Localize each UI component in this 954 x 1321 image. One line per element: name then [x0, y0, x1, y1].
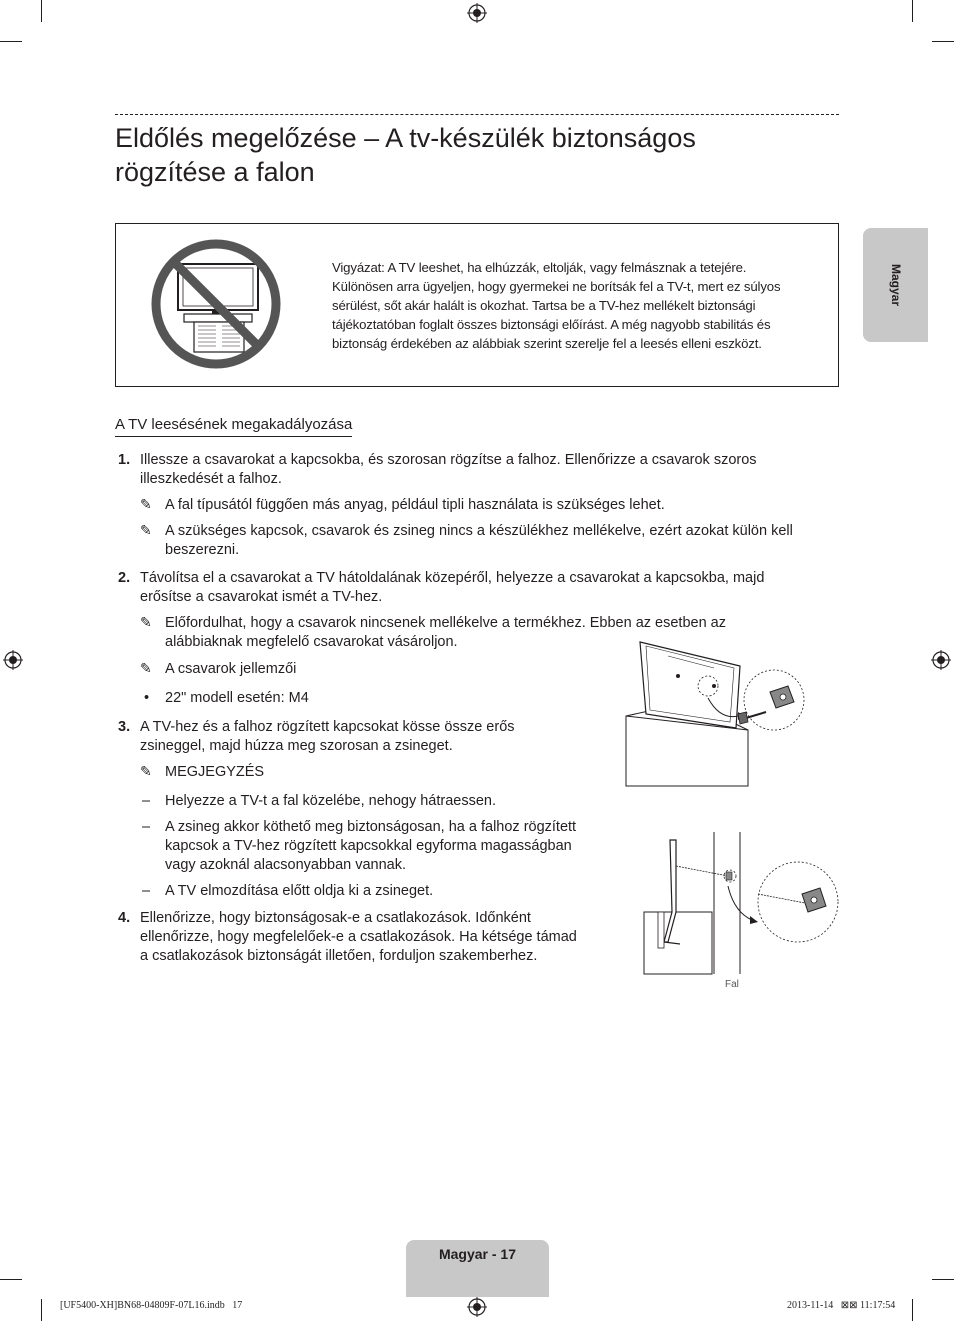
- note-icon: ✎: [140, 660, 152, 676]
- warning-line: biztonság érdekében az alábbiak szerint szerelje fel a leesés elleni eszközt.: [332, 336, 762, 351]
- step-text: [140, 718, 600, 756]
- page-title-line: Eldőlés megelőzése – A tv-készülék biztonságos: [115, 123, 696, 153]
- crop-mark: [912, 0, 913, 22]
- language-side-tab-label: Magyar: [888, 263, 903, 307]
- note-text: A fal típusától függően más anyag, például tipli használata is szükséges lehet.: [165, 497, 665, 513]
- note-label: MEGJEGYZÉS: [165, 764, 265, 780]
- step-number: 3.: [118, 719, 131, 735]
- crop-mark: [0, 1279, 22, 1280]
- note-text: A csavarok jellemzői: [165, 661, 297, 677]
- page-number-tab: [406, 1240, 549, 1297]
- note-text-line: beszerezni.: [165, 542, 240, 558]
- language-side-tab: [863, 228, 928, 342]
- step-text-line: zsineggel, majd húzza meg szorosan a zsineget.: [140, 738, 453, 754]
- note-text: [165, 522, 845, 560]
- step-number: 1.: [118, 452, 131, 468]
- page-number-label: Magyar - 17: [438, 1246, 517, 1262]
- dash-icon: –: [142, 819, 151, 835]
- title-rule: [115, 114, 839, 115]
- section-heading: A TV leesésének megakadályozása: [115, 415, 352, 437]
- dash-text: [165, 818, 605, 875]
- crop-mark: [932, 1279, 954, 1280]
- dash-text-line: A zsineg akkor köthető meg biztonságosan, ha a falhoz rögzített: [165, 819, 577, 835]
- crop-mark: [932, 41, 954, 42]
- note-text-line: A szükséges kapcsok, csavarok és zsineg nincs a készülékhez mellékelve, ezért azokat külön kell: [165, 523, 793, 539]
- registration-mark-icon: [3, 650, 23, 670]
- wall-anchor-illustration: [640, 832, 840, 976]
- step-text-line: Ellenőrizze, hogy biztonságosak-e a csatlakozások. Időnként: [140, 910, 531, 926]
- warning-line: sérülést, sőt akár halált is okozhat. Tartsa be a TV-hez mellékelt biztonsági: [332, 298, 756, 313]
- dash-text-line: kapcsok a TV-hez rögzített kapcsokkal egyforma magasságban: [165, 838, 572, 854]
- step-text: [140, 451, 840, 489]
- step-number: 4.: [118, 910, 131, 926]
- page-title-line: rögzítése a falon: [115, 157, 315, 187]
- step-text-line: Távolítsa el a csavarokat a TV hátoldalának közepéről, helyezze a csavarokat a kapcsokba, majd: [140, 570, 765, 586]
- tv-clamp-illustration: [620, 636, 810, 788]
- note-text-line: Előfordulhat, hogy a csavarok nincsenek mellékelve a termékhez. Ebben az esetben az: [165, 615, 726, 631]
- step-text-line: Illessze a csavarokat a kapcsokba, és szorosan rögzítse a falhoz. Ellenőrizze a csavarok szoros: [140, 452, 757, 468]
- dash-icon: –: [142, 793, 151, 809]
- bullet-icon: •: [144, 690, 150, 706]
- note-icon: ✎: [140, 496, 152, 512]
- warning-text: [332, 258, 827, 353]
- step-text-line: a csatlakozások biztonságát illetően, forduljon szakemberhez.: [140, 948, 538, 964]
- step-text: [140, 569, 840, 607]
- step-text: [140, 909, 610, 966]
- step-text-line: erősítse a csavarokat ismét a TV-hez.: [140, 589, 383, 605]
- dash-text: Helyezze a TV-t a fal közelébe, nehogy hátraessen.: [165, 793, 497, 809]
- warning-line: Különösen arra ügyeljen, hogy gyermekei ne borítsák fel a TV-t, mert ez súlyos: [332, 279, 781, 294]
- step-number: 2.: [118, 570, 131, 586]
- no-tip-over-tv-icon: [150, 238, 282, 370]
- step-text-line: A TV-hez és a falhoz rögzített kapcsokat kösse össze erős: [140, 719, 515, 735]
- crop-mark: [41, 0, 42, 22]
- dash-text-line: vagy azoknál alacsonyabban vannak.: [165, 857, 407, 873]
- bullet-text: 22" modell esetén: M4: [165, 690, 309, 706]
- step-text-line: illeszkedését a falhoz.: [140, 471, 282, 487]
- note-icon: ✎: [140, 763, 152, 779]
- crop-mark: [41, 1299, 42, 1321]
- crop-mark: [912, 1299, 913, 1321]
- registration-mark-icon: [931, 650, 951, 670]
- registration-mark-icon: [467, 3, 487, 23]
- dash-icon: –: [142, 883, 151, 899]
- imprint-left: [UF5400-XH]BN68-04809F-07L16.indb 17: [60, 1300, 243, 1311]
- crop-mark: [0, 41, 22, 42]
- registration-mark-icon: [467, 1297, 487, 1317]
- page-title: [115, 121, 839, 189]
- warning-line: tájékoztatóban foglalt összes biztonsági előírást. A még nagyobb stabilitás és: [332, 317, 771, 332]
- warning-line: Vigyázat: A TV leeshet, ha elhúzzák, eltolják, vagy felmásznak a tetejére.: [332, 260, 747, 275]
- note-text-line: alábbiaknak megfelelő csavarokat vásároljon.: [165, 634, 458, 650]
- step-text-line: ellenőrizze, hogy megfelelőek-e a csatlakozások. Ha kétsége támad: [140, 929, 577, 945]
- figure-label: Fal: [725, 979, 739, 990]
- note-icon: ✎: [140, 522, 152, 538]
- imprint-right: 2013-11-14 ⊠⊠ 11:17:54: [787, 1300, 896, 1311]
- dash-text: A TV elmozdítása előtt oldja ki a zsineget.: [165, 883, 434, 899]
- note-icon: ✎: [140, 614, 152, 630]
